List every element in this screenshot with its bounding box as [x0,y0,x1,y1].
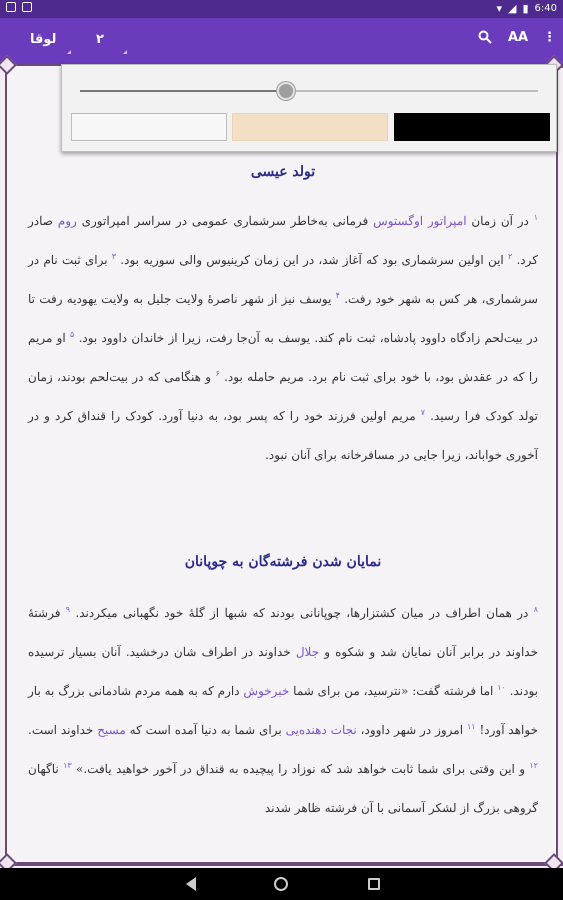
verse-text: و این وقتی برای شما ثابت خواهد شد که نوزاد را پیچیده به قنداق در آخور خواهید یافت.» [76,762,526,776]
verse-text: دارم که به همه مردم شادمانی بزرگ به بار خواهد آورد! [28,684,538,737]
verse-text: مریم اولین فرزند خود را که پسر بود، به دنیا آورد. کودک را قنداق کرد و در آخوری خواباند، زیرا جایی در مسافرخانه برای آنان نبود. [28,409,538,462]
chapter-dropdown-indicator-icon [123,50,127,54]
status-bar [0,0,563,18]
font-size-slider-thumb[interactable] [277,82,295,100]
battery-icon: ▮ [522,2,529,15]
verse-text: برای شما به دنیا آمده است که [125,723,286,737]
notification-icon [22,2,32,12]
verse-text: یوسف نیز از شهر ناصرهٔ ولایت جلیل به ولایت یهودیه رفت تا در بیت‌لحم زادگاه داوود پادشاه، ثبت نام کند. یوسف به آن‌جا رفت، زیرا از خاندان داوود بود. [28,292,538,345]
more-options-icon[interactable]: ⋮ [543,30,556,45]
book-selector[interactable]: لوقا [30,32,57,47]
navigation-bar [0,868,563,900]
verse-text: در همان اطراف در میان کشتزارها، چوپانانی بودند که شبها از گلهٔ خود نگهبانی میکردند. [75,606,529,620]
status-right [496,2,557,15]
text-size-icon[interactable]: AA [508,30,529,45]
verse-number: ۱۱ [466,722,476,731]
verse-text: امروز در شهر داوود، [356,723,464,737]
glossary-link[interactable]: جلال [295,645,320,659]
font-size-slider-fill [80,90,286,92]
verse-text: ناگهان گروهی بزرگ از لشکر آسمانی با آن فرشته ظاهر شدند [28,762,538,815]
section-paragraph [28,202,538,475]
section-heading: تولد عیسی [250,164,316,180]
verse-text: خداوند در اطراف شان درخشید. آنان بسیار ترسیده بودند. [28,645,538,698]
glossary-link[interactable]: مسیح [97,723,126,737]
verse-text: فرمانی به‌خاطر سرشماری عمومی در سراسر امپراتوری [76,214,374,228]
verse-number: ۲ [507,252,513,261]
verse-text: در آن زمان [466,214,529,228]
verse-text: صادر کرد. [28,214,538,267]
glossary-link[interactable]: نجات دهنده‌یی [285,723,357,737]
chapter-selector[interactable]: ۲ [96,32,104,47]
theme-black-button[interactable] [394,113,550,141]
status-left [6,2,32,12]
page-frame-bottom [0,862,563,866]
signal-icon: ◢ [508,2,517,15]
verse-number: ۶ [215,369,220,378]
verse-text: فرشتهٔ خداوند در برابر آنان نمایان شد و شکوه و [28,606,538,659]
verse-number: ۱۲ [529,761,538,770]
verse-text: خداوند است. [28,723,98,737]
glossary-link[interactable]: خبرخوش [243,684,290,698]
verse-number: ۱۰ [497,683,506,692]
search-icon-glyph [478,30,492,44]
glossary-link[interactable]: روم [57,214,77,228]
recent-apps-icon[interactable] [368,878,380,890]
verse-number: ۸ [533,605,538,614]
verse-number: ۱ [533,213,538,222]
status-time: 6:40 [534,3,557,14]
back-icon[interactable] [186,877,196,891]
verse-number: ۷ [420,408,426,417]
verse-text: او مریم را که در عقدش بود، با خود برای ثبت نام برد. مریم حامله بود. [28,331,538,384]
verse-number: ۹ [65,605,71,614]
section-paragraph [28,594,538,828]
verse-text: برای ثبت نام در سرشماری، هر کس به شهر خود رفت. [28,253,538,306]
app-notification-icon [6,2,16,12]
app-bar [0,18,563,64]
verse-number: ۱۳ [63,761,72,770]
verse-text: این اولین سرشماری بود که آغاز شد، در این زمان کرینیوس والی سوریه بود. [120,253,504,267]
reading-settings-popup [61,64,557,152]
verse-number: ۳ [111,252,117,261]
theme-white-button[interactable] [71,113,227,141]
verse-text: و هنگامی که در بیت‌لحم بودند، زمان تولد کودک فرا رسید. [28,370,539,423]
search-icon[interactable] [478,30,492,48]
home-icon[interactable] [274,877,288,891]
verse-text: اما فرشته گفت: «نترسید، من برای شما [289,684,494,698]
section-heading: نمایان شدن فرشته‌گان به چوپانان [184,554,382,570]
wifi-icon: ▾ [496,2,502,15]
verse-number: ۴ [335,291,340,300]
glossary-link[interactable]: امپراتور اوگستوس [373,214,467,228]
book-dropdown-indicator-icon [67,50,71,54]
verse-number: ۵ [70,330,75,339]
theme-sepia-button[interactable] [232,113,388,141]
